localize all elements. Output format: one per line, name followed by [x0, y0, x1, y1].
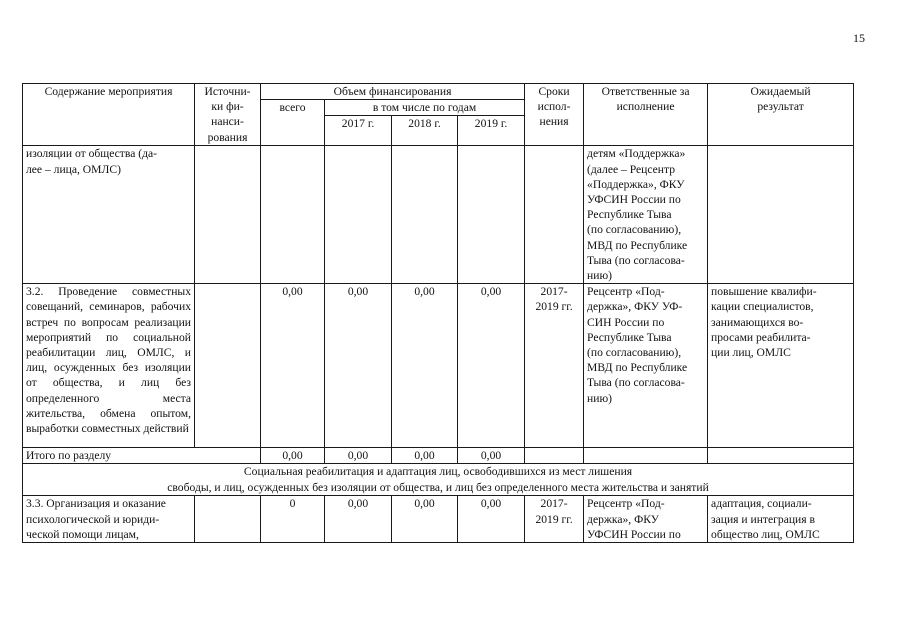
header-responsible: Ответственные за исполнение: [584, 84, 708, 146]
header-year-2017: 2017 г.: [325, 116, 392, 146]
row-result: [708, 146, 854, 284]
row-2018: 0,00: [392, 284, 458, 448]
row-total: 0: [261, 496, 325, 543]
row-2019: [458, 146, 525, 284]
row-sources: [195, 284, 261, 448]
table-row: [23, 284, 854, 448]
total-2019: 0,00: [458, 448, 525, 464]
header-result: Ожидаемый результат: [708, 84, 854, 146]
row-result: адаптация, социали- зация и интеграция в общество лиц, ОМЛС: [708, 496, 854, 543]
header-terms: Сроки испол- нения: [525, 84, 584, 146]
row-total: 0,00: [261, 284, 325, 448]
row-2017: 0,00: [325, 496, 392, 543]
row-2018: [392, 146, 458, 284]
section-title: [23, 464, 854, 496]
total-2017: 0,00: [325, 448, 392, 464]
row-terms: 2017- 2019 гг.: [525, 284, 584, 448]
row-2019: 0,00: [458, 496, 525, 543]
header-row-1: [23, 84, 854, 100]
header-year-2018: 2018 г.: [392, 116, 458, 146]
row-content: 3.2. Проведение совместных совещаний, семинаров, рабочих встреч по вопросам реализации мероприятий по социальной реабилитации лиц, ОМЛС, и лиц, осужденных без изоляции от общества, и лиц без определенного места жительства, обмена опытом, выработки совместных действий: [23, 284, 195, 448]
total-label: Итого по разделу: [23, 448, 261, 464]
section-title-line-1: Социальная реабилитация и адаптация лиц, освободившихся из мест лишения: [243, 465, 633, 479]
row-result: повышение квалифи- кации специалистов, занимающихся во- просами реабилита- ции лиц, ОМЛС: [708, 284, 854, 448]
table-row: [23, 496, 854, 543]
row-sources: [195, 146, 261, 284]
section-title-row: [23, 464, 854, 496]
row-2017: 0,00: [325, 284, 392, 448]
row-terms: [525, 146, 584, 284]
program-table: [22, 83, 854, 543]
table-row: [23, 146, 854, 284]
header-content: Содержание мероприятия: [23, 84, 195, 146]
row-content: изоляции от общества (да- лее – лица, ОМЛС): [23, 146, 195, 284]
header-year-2019: 2019 г.: [458, 116, 525, 146]
total-2018: 0,00: [392, 448, 458, 464]
row-content: 3.3. Организация и оказание психологической и юриди- ческой помощи лицам,: [23, 496, 195, 543]
header-financing: Объем финансирования: [261, 84, 525, 100]
row-2018: 0,00: [392, 496, 458, 543]
row-2019: 0,00: [458, 284, 525, 448]
row-responsible: детям «Поддержка» (далее – Рецсентр «Поддержка», ФКУ УФСИН России по Республике Тыва (по согласованию), МВД по Республике Тыва (по согласова- нию): [584, 146, 708, 284]
row-responsible: Рецсентр «Под- держка», ФКУ УФСИН России по: [584, 496, 708, 543]
row-responsible: Рецсентр «Под- держка», ФКУ УФ- СИН России по Республике Тыва (по согласованию), МВД по Республике Тыва (по согласова- нию): [584, 284, 708, 448]
header-by-years: в том числе по годам: [325, 100, 525, 116]
header-sources: Источни- ки фи- нанси- рования: [195, 84, 261, 146]
section-title-line-2: свободы, и лиц, осужденных без изоляции от общества, и лиц без определенного места жительства и занятий: [167, 480, 709, 494]
total-sum: 0,00: [261, 448, 325, 464]
row-sources: [195, 496, 261, 543]
row-total: [261, 146, 325, 284]
header-total: всего: [261, 100, 325, 146]
page-number: 15: [853, 31, 865, 45]
row-2017: [325, 146, 392, 284]
total-row: [23, 448, 854, 464]
row-terms: 2017- 2019 гг.: [525, 496, 584, 543]
